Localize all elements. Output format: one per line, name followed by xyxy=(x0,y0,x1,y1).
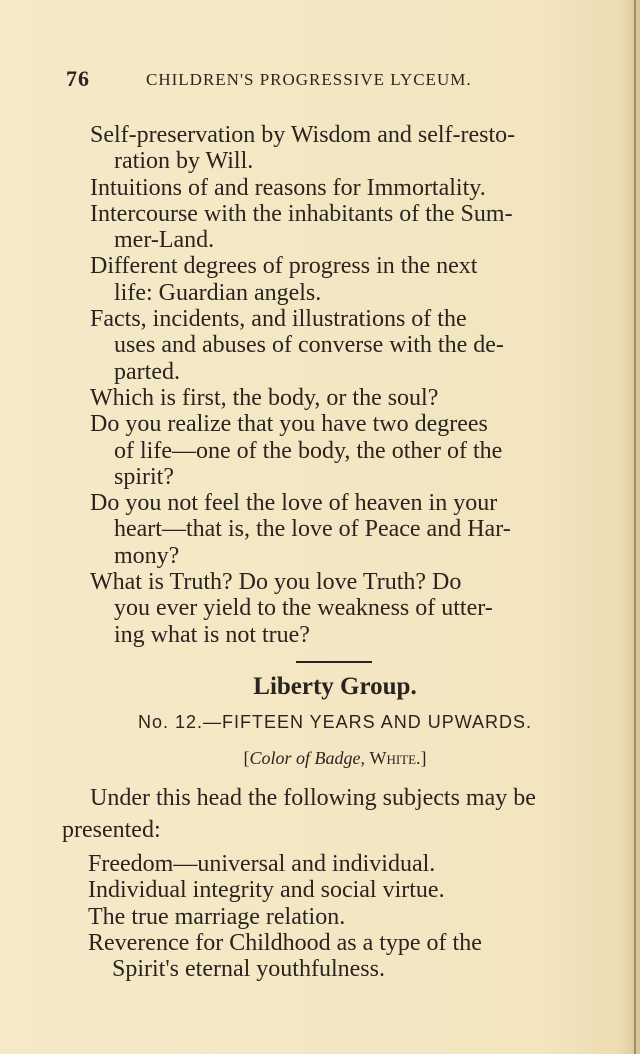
item-line: Self-preservation by Wisdom and self-resto- xyxy=(90,122,516,148)
item-line: Do you realize that you have two degrees xyxy=(90,411,488,438)
section-title: Liberty Group. xyxy=(253,673,417,700)
item-line: Intercourse with the inhabitants of the Sum- xyxy=(90,200,513,227)
list-item xyxy=(88,877,608,903)
badge-color: White. xyxy=(369,748,421,768)
item-line: Reverence for Childhood as a type of the xyxy=(88,929,482,956)
item-line: Do you not feel the love of heaven in your xyxy=(90,490,498,517)
item-line: Freedom—universal and individual. xyxy=(88,851,436,877)
item-line: Different degrees of progress in the next xyxy=(90,253,478,280)
item-line: What is Truth? Do you love Truth? Do xyxy=(90,569,462,596)
list-item xyxy=(90,306,605,385)
item-line: uses and abuses of converse with the de- xyxy=(114,332,504,359)
list-item xyxy=(90,385,605,411)
badge-note xyxy=(0,748,640,769)
list-item xyxy=(88,904,608,930)
item-line: you ever yield to the weakness of utter- xyxy=(114,595,493,622)
list-item xyxy=(90,122,605,175)
question-list xyxy=(90,122,605,648)
item-line: Individual integrity and social virtue. xyxy=(88,877,445,904)
item-line: Facts, incidents, and illustrations of the xyxy=(90,306,467,333)
bracket-open: [ xyxy=(243,748,250,768)
list-item xyxy=(90,490,605,569)
section-divider xyxy=(296,661,372,663)
list-item xyxy=(88,930,608,983)
page-edge xyxy=(634,0,636,1054)
item-line: mony? xyxy=(114,542,180,569)
running-title: CHILDREN'S PROGRESSIVE LYCEUM. xyxy=(146,70,472,89)
item-line: life: Guardian angels. xyxy=(114,279,322,306)
item-line: parted. xyxy=(114,358,180,385)
list-item xyxy=(88,851,608,877)
list-item xyxy=(90,411,605,490)
item-line: of life—one of the body, the other of the xyxy=(114,437,503,464)
section-subtitle: No. 12.—FIFTEEN YEARS AND UPWARDS. xyxy=(137,712,533,732)
item-line: Spirit's eternal youthfulness. xyxy=(112,956,385,983)
item-line: ration by Will. xyxy=(114,148,254,175)
page-number: 76 xyxy=(66,66,90,91)
item-line: The true marriage relation. xyxy=(88,903,346,930)
item-line: spirit? xyxy=(114,463,174,490)
subject-list xyxy=(88,851,608,982)
item-line: mer-Land. xyxy=(114,227,215,254)
bracket-close: ] xyxy=(420,748,427,768)
item-line: Intuitions of and reasons for Immortality. xyxy=(90,174,486,201)
list-item xyxy=(90,175,605,201)
intro-paragraph: Under this head the following subjects may be presented: xyxy=(62,785,536,843)
list-item xyxy=(90,201,605,254)
list-item xyxy=(90,253,605,306)
badge-label: Color of Badge, xyxy=(249,748,365,768)
item-line: ing what is not true? xyxy=(114,621,310,648)
list-item xyxy=(90,569,605,648)
item-line: heart—that is, the love of Peace and Har- xyxy=(114,516,511,543)
item-line: Which is first, the body, or the soul? xyxy=(90,384,439,411)
